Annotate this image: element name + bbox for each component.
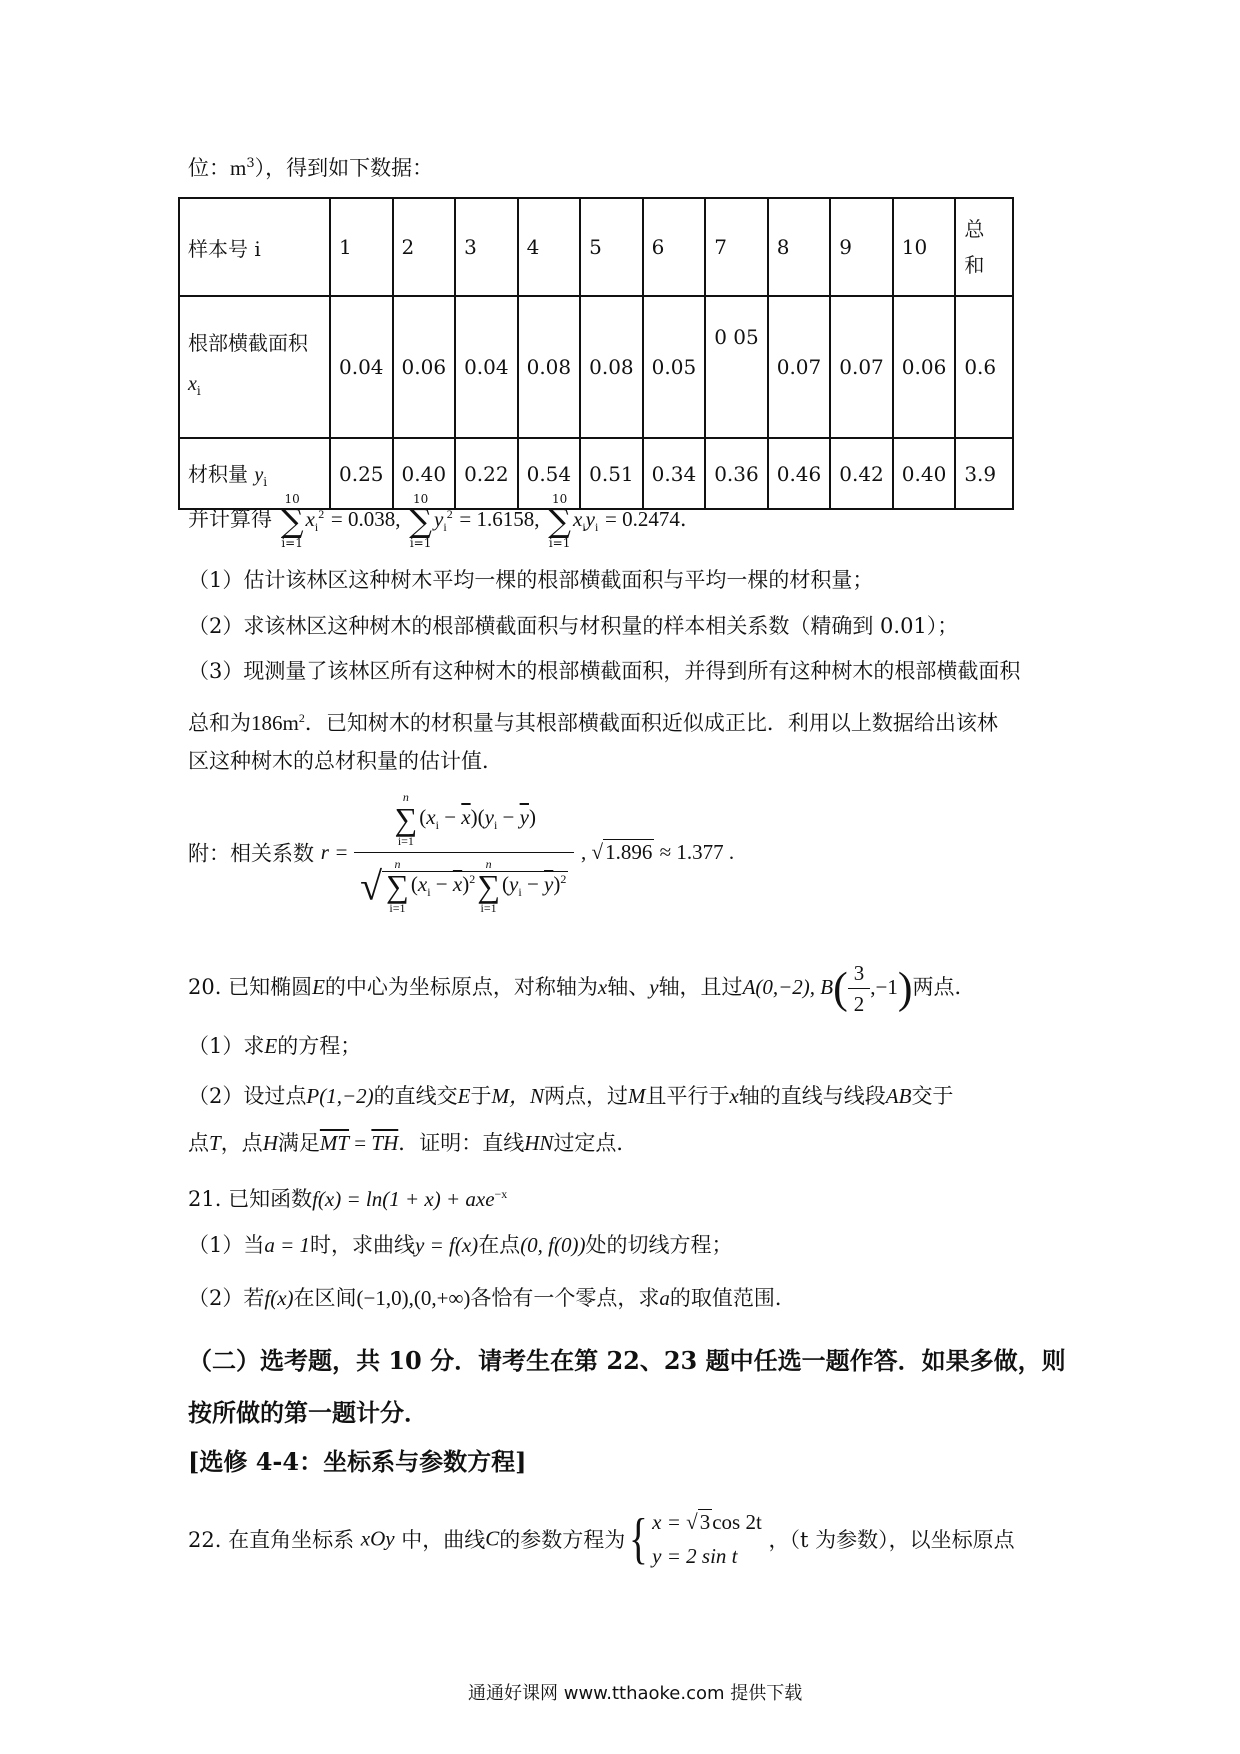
intro-line: [188, 149, 433, 183]
section2-line2: 按所做的第一题计分．: [188, 1398, 428, 1427]
row-x-label: [179, 296, 330, 438]
header-label: 样本号 i: [179, 198, 330, 296]
unit: m: [230, 156, 247, 180]
cell-x-total: 0.6: [955, 296, 1013, 438]
q22-stem: 22. 在直角坐标系 xOy 中，曲线C的参数方程为{ x = √3cos 2t y = 2 sin t ，（t 为参数），以坐标原点: [188, 1505, 1015, 1573]
q19-total-post: ．已知树木的材积量与其根部横截面积近似成正比．利用以上数据给出该林: [304, 711, 998, 735]
q21-p1-mid2: 在点: [478, 1233, 521, 1257]
sum-lower: i=1: [548, 535, 571, 550]
row-y-label-text: 材积量: [188, 462, 248, 486]
q22-b: 中，曲线: [401, 1528, 486, 1552]
den-lower: i=1: [389, 901, 406, 915]
q21-func: f(x) = ln(1 + x) + axe: [312, 1187, 495, 1211]
sum-upper: 10: [284, 491, 300, 506]
q20-p2-mid4: 且平行于: [645, 1084, 730, 1108]
col-header: 2: [393, 198, 456, 296]
q20-E: E: [312, 975, 325, 999]
col-header: 4: [518, 198, 581, 296]
sum-lower: i=1: [281, 535, 303, 550]
col-header: 8: [768, 198, 831, 296]
cell-x: 0.07: [768, 296, 831, 438]
sum-upper: 10: [551, 491, 568, 506]
q20-c: 轴、: [607, 975, 650, 999]
calc-line: 并计算得 10 ∑ i=1 $x_i^2 = 0.038$, 10 ∑ i=1 $y_i^2 = 1.6158$, 10 ∑ i=1 $x_iy_i = 0.2474$.: [188, 491, 687, 550]
row-x-sub: i: [196, 384, 201, 398]
cell-y: 0.42: [830, 438, 893, 509]
cell-x: 0.06: [893, 296, 956, 438]
den-upper: n: [394, 857, 401, 871]
section2-line1: （二）选考题，共 10 分．请考生在第 22、23 题中任选一题作答．如果多做，则: [188, 1346, 1066, 1375]
cell-y: 0.40: [893, 438, 956, 509]
elective-heading: [选修 4-4：坐标系与参数方程]: [188, 1447, 527, 1476]
cell-x: 0.06: [393, 296, 456, 438]
q20-p1-pre: （1）求: [188, 1034, 265, 1058]
total-header: [955, 198, 1013, 296]
q20-H: H: [262, 1131, 278, 1155]
table-header-row: [179, 198, 1013, 296]
num-upper: n: [402, 790, 409, 804]
cell-x: 0.08: [518, 296, 581, 438]
q22-C: C: [485, 1526, 500, 1551]
q20-stem: 20. 已知椭圆E的中心为坐标原点，对称轴为x轴、y轴，且过A(0,−2), B( $\frac{3}{2}$ ,−1)两点．: [188, 961, 976, 1016]
sum-symbol: 10 ∑ i=1: [280, 491, 304, 550]
row-y-sub: i: [263, 475, 268, 489]
correlation-numerator: n ∑ i=1 $(x_i - \overline{x})(y_i - \overline{y})$: [354, 790, 574, 853]
q21-p2-end: 的取值范围．: [669, 1286, 796, 1310]
q20-p2-x: x: [729, 1084, 739, 1108]
appendix-formula: 附：相关系数 r = n ∑ i=1 $(x_i - \overline{x})(y_i - \overline{y})$ √ n ∑ i=1 $(x_i - \overline{x})^2$ n ∑ i=1 $(y_i - \overline{y})^2$ , √1.896 ≈ 1.377 .: [188, 790, 735, 915]
cell-y: 0.34: [643, 438, 706, 509]
footer: 通通好课网 www.tthaoke.com 提供下载: [468, 1683, 803, 1704]
sample-table: [178, 197, 1014, 510]
q20-MT: $\overline{MT}$: [319, 1131, 350, 1155]
q22-equation-system: x = √3cos 2t y = 2 sin t: [652, 1505, 762, 1573]
cell-y-total: 3.9: [955, 438, 1013, 509]
q21-p2-pre: （2）若: [188, 1286, 265, 1310]
col-header: 5: [580, 198, 643, 296]
cell-y: 0.22: [455, 438, 518, 509]
q20-b: 的中心为坐标原点，对称轴为: [324, 975, 598, 999]
cell-y: 0.36: [705, 438, 768, 509]
q19-total-value: 186m: [251, 711, 299, 735]
q20-p3-pre: 点: [188, 1131, 209, 1155]
calc-prefix: 并计算得: [188, 507, 272, 531]
q20-MN: M，N: [491, 1084, 544, 1108]
q20-points: A(0,−2), B: [742, 975, 834, 999]
q20-p2-mid2: 于: [470, 1084, 492, 1108]
calc-end: .: [679, 507, 687, 531]
col-header: 10: [893, 198, 956, 296]
q20-p1-post: 的方程；: [277, 1034, 362, 1058]
q21-p1-mid: 时，求曲线: [310, 1233, 416, 1257]
q19-total-prefix: 总和为: [188, 711, 251, 735]
q21-p2-f: f(x): [264, 1286, 294, 1310]
q20-frac-den: 2: [853, 992, 865, 1016]
q20-M: M: [627, 1084, 646, 1108]
q20-y: y: [649, 975, 659, 999]
q20-p3-mid3: ．证明：直线: [398, 1131, 525, 1155]
table-row-x: [179, 296, 1013, 438]
q20-fraction: [848, 962, 871, 1015]
col-header: 1: [330, 198, 393, 296]
col-header: 3: [455, 198, 518, 296]
q21-p1-point: (0, f(0)): [520, 1233, 586, 1257]
q20-point-b-tail: ,−1: [870, 975, 898, 999]
cell-x: 0.07: [830, 296, 893, 438]
cell-y: 0.46: [768, 438, 831, 509]
col-header: 9: [830, 198, 893, 296]
q21-part2: [188, 1283, 796, 1313]
q20-p2-mid5: 轴的直线与线段: [738, 1084, 886, 1108]
q19-part1: （1）估计该林区这种树木平均一棵的根部横截面积与平均一棵的材积量；: [188, 568, 874, 592]
q20-part2: [188, 1081, 953, 1111]
q21-p2-interval: (−1,0),(0,+∞): [356, 1286, 471, 1310]
sum-y2: = 1.6158,: [459, 507, 540, 531]
total-line1: 总: [964, 217, 985, 241]
cell-x: 0.05: [643, 296, 706, 438]
cell-y: 0.40: [393, 438, 456, 509]
cell-y: 0.25: [330, 438, 393, 509]
cell-x: 0 05: [705, 296, 768, 438]
total-line2: 和: [964, 253, 985, 277]
appendix-r: r: [320, 840, 329, 864]
q20-part3: 点T，点H满足$\overline{MT} = \overline{TH}$．证明：直线HN过定点．: [188, 1131, 638, 1155]
den-lower2: i=1: [480, 901, 497, 915]
col-header: 7: [705, 198, 768, 296]
sum-symbol: 10 ∑ i=1: [548, 491, 571, 550]
q20-p2-mid: 的直线交: [373, 1084, 458, 1108]
q20-part1: [188, 1031, 361, 1061]
q21-p1-pre: （1）当: [188, 1233, 265, 1257]
q20-p3-end: 过定点．: [553, 1131, 638, 1155]
q20-P: P(1,−2): [306, 1084, 374, 1108]
num-lower: i=1: [397, 834, 414, 848]
q19-part3a: （3）现测量了该林区所有这种树木的根部横截面积，并得到所有这种树木的根部横截面积: [188, 659, 1021, 683]
cell-x: 0.04: [455, 296, 518, 438]
correlation-denominator: √ n ∑ i=1 $(x_i - \overline{x})^2$ n ∑ i=1 $(y_i - \overline{y})^2$: [360, 857, 567, 915]
q20-p3-mid: ，点: [220, 1131, 263, 1155]
q20-T: T: [209, 1131, 221, 1155]
appendix-approx: ≈ 1.377: [659, 840, 724, 864]
q20-TH: $\overline{TH}$: [371, 1131, 399, 1155]
q19-total-exp: 2: [298, 711, 305, 725]
sum-upper: 10: [412, 491, 429, 506]
q22-eq1-post: cos 2t: [712, 1510, 762, 1534]
q21-stem-text: 21. 已知函数: [188, 1187, 313, 1211]
cell-y: 0.54: [518, 438, 581, 509]
q21-stem: [188, 1179, 507, 1214]
q22-eq1-sqrt: 3: [699, 1510, 711, 1534]
col-header: 6: [643, 198, 706, 296]
row-x-label-text: 根部横截面积: [188, 331, 308, 355]
q21-func-exp: −x: [494, 1187, 508, 1201]
correlation-fraction: [354, 790, 574, 915]
unit-exp: 3: [246, 156, 255, 171]
sum-lower: i=1: [409, 535, 432, 550]
q20-p2-pre: （2）设过点: [188, 1084, 307, 1108]
q20-p3-mid2: 满足: [277, 1131, 320, 1155]
q19-part2: （2）求该林区这种树木的根部横截面积与材积量的样本相关系数（精确到 0.01）；: [188, 614, 959, 638]
q20-a: 20. 已知椭圆: [188, 975, 313, 999]
q20-p2-end: 交于: [911, 1084, 954, 1108]
q21-p1-curve: y = f(x): [415, 1233, 479, 1257]
sum-symbol: 10 ∑ i=1: [409, 491, 433, 550]
intro-suffix: ），得到如下数据：: [254, 156, 434, 180]
q19-part3b: [188, 703, 998, 738]
q20-e: 两点．: [912, 975, 976, 999]
cell-y: 0.51: [580, 438, 643, 509]
q20-d: 轴，且过: [658, 975, 743, 999]
q19-part3c: 区这种树木的总材积量的估计值．: [188, 749, 503, 773]
q20-HN: HN: [524, 1131, 554, 1155]
q20-p2-mid3: 两点，过: [543, 1084, 628, 1108]
q20-p1-E: E: [264, 1034, 278, 1058]
intro-prefix: 位：: [188, 156, 230, 180]
appendix-eq: =: [335, 840, 348, 864]
den-upper2: n: [485, 857, 492, 871]
q21-part1: [188, 1230, 733, 1260]
q21-p1-cond: a = 1: [264, 1233, 311, 1257]
q22-eq2: y = 2 sin t: [652, 1544, 738, 1568]
sum-x2: = 0.038,: [330, 507, 401, 531]
cell-x: 0.08: [580, 296, 643, 438]
q20-x: x: [597, 975, 608, 999]
sum-xy: = 0.2474: [605, 507, 680, 531]
row-x-var: x: [188, 373, 197, 395]
q22-c: 的参数方程为: [499, 1528, 626, 1552]
q22-eq1-pre: x =: [652, 1510, 681, 1534]
q22-d: ，（t 为参数），以坐标原点: [768, 1528, 1015, 1552]
appendix-prefix: 附：相关系数: [188, 841, 314, 866]
q20-frac-num: 3: [848, 962, 871, 989]
q22-a: 22. 在直角坐标系: [188, 1528, 355, 1552]
q21-p2-a: a: [659, 1286, 670, 1310]
q21-p2-mid2: 各恰有一个零点，求: [470, 1286, 660, 1310]
q21-p2-mid: 在区间: [293, 1286, 357, 1310]
row-y-var: y: [254, 464, 264, 486]
q22-xOy: xOy: [360, 1526, 395, 1551]
q21-p1-end: 处的切线方程；: [585, 1233, 733, 1257]
q20-AB: AB: [885, 1084, 912, 1108]
appendix-sqrt-value: 1.896: [605, 840, 653, 864]
cell-x: 0.04: [330, 296, 393, 438]
q20-p2-E: E: [457, 1084, 471, 1108]
